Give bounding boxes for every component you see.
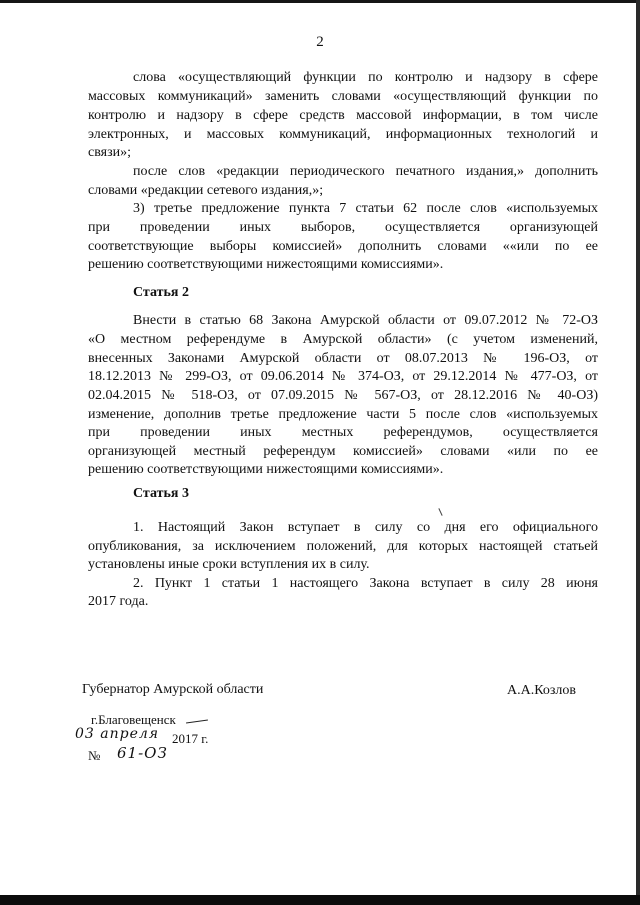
text-line: при проведении иных местных референдумов, осуществляется — [88, 425, 598, 440]
signatory-position: Губернатор Амурской области — [82, 682, 264, 697]
article3-heading: Статья 3 — [133, 486, 189, 501]
scan-edge-top — [0, 0, 640, 3]
scan-edge-right — [636, 0, 640, 905]
text-line: 2. Пункт 1 статьи 1 настоящего Закона вступает в силу 28 июня — [133, 576, 598, 591]
text-line: 02.04.2015 № 518-ОЗ, от 07.09.2015 № 567-ОЗ, от 28.12.2016 № 40-ОЗ) — [88, 388, 598, 403]
place-city: г.Благовещенск — [91, 712, 176, 727]
number-label: № — [88, 748, 101, 763]
text-line: связи»; — [88, 145, 131, 160]
text-line: массовых коммуникаций» заменить словами «осуществляющий функции по — [88, 89, 598, 104]
text-line: внесенных Законами Амурской области от 08.07.2013 № 196-ОЗ, от — [88, 351, 598, 366]
text-line: решению соответствующими нижестоящими комиссиями». — [88, 462, 444, 477]
text-line: после слов «редакции периодического печатного издания,» дополнить — [133, 164, 598, 179]
year-suffix: 2017 г. — [172, 731, 209, 746]
text-line: изменение, дополнив третье предложение части 5 после слов «используемых — [88, 407, 598, 422]
text-line: электронных, и массовых коммуникаций, информационных технологий и — [88, 127, 598, 142]
page-number: 2 — [316, 34, 324, 50]
text-line: при проведении иных выборов, осуществляется организующей — [88, 220, 598, 235]
text-line: контролю и надзору в сфере средств массовой информации, в том числе — [88, 108, 598, 123]
signatory-name: А.А.Козлов — [507, 683, 576, 698]
text-line: Внести в статью 68 Закона Амурской области от 09.07.2012 № 72-ОЗ — [133, 313, 598, 328]
text-line: слова «осуществляющий функции по контролю и надзору в сфере — [133, 70, 598, 85]
text-line: 3) третье предложение пункта 7 статьи 62 после слов «используемых — [133, 201, 598, 216]
article2-heading: Статья 2 — [133, 285, 189, 300]
text-line: словами «редакции сетевого издания,»; — [88, 183, 324, 198]
handwritten-date: 03 апреля — [75, 726, 160, 742]
text-line: решению соответствующими нижестоящими комиссиями». — [88, 257, 444, 272]
text-line: опубликования, за исключением положений, для которых настоящей статьей — [88, 539, 598, 554]
text-line: 18.12.2013 № 299-ОЗ, от 09.06.2014 № 374-ОЗ, от 29.12.2014 № 477-ОЗ, от — [88, 369, 598, 384]
text-line: 2017 года. — [88, 594, 149, 609]
text-line: соответствующие выборы комиссией» дополнить словами ««или по ее — [88, 239, 598, 254]
text-line: «О местном референдуме в Амурской области» (с учетом изменений, — [88, 332, 598, 347]
pen-stroke — [186, 719, 208, 723]
handwritten-number: 61-ОЗ — [117, 744, 168, 762]
text-line: установлены иные сроки вступления их в силу. — [88, 557, 370, 572]
text-line: организующей местный референдум комиссией» словами «или по ее — [88, 444, 598, 459]
pen-mark — [438, 508, 442, 516]
scan-edge-bottom — [0, 895, 640, 905]
text-line: 1. Настоящий Закон вступает в силу со дня его официального — [133, 520, 598, 535]
